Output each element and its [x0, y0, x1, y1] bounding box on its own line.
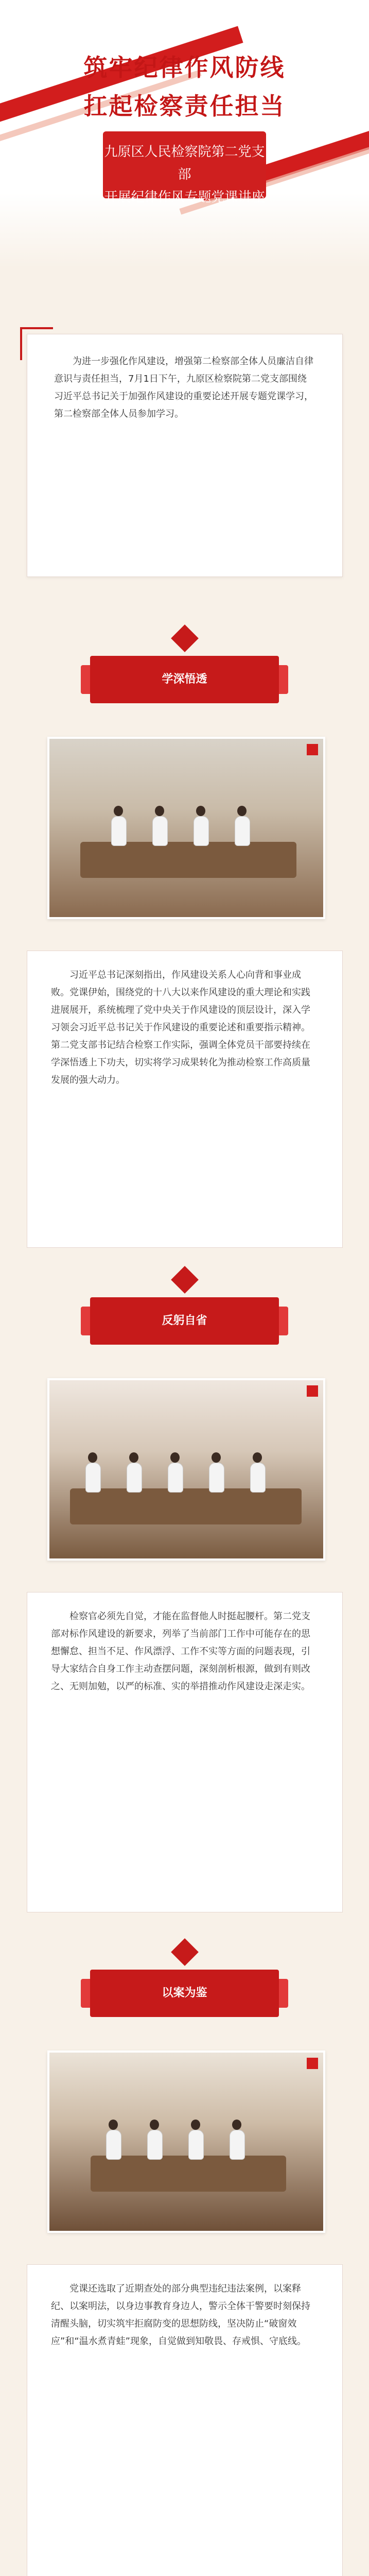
banner-subtitle-box — [103, 131, 266, 205]
section-1-body — [27, 951, 343, 1248]
banner-title-line1: 筑牢纪律作风防线 — [83, 54, 286, 81]
paragraph-3: 党课还选取了近期查处的部分典型违纪违法案例，以案释纪、以案明法，以身边事教育身边人，警示全体干警要时刻保持清醒头脑，切实筑牢拒腐防变的思想防线，坚决防止“破窗效应”和“温水煮青蛙”现象，自觉做到知敬畏、存戒惧、守底线。 — [51, 2283, 310, 2347]
banner — [0, 0, 369, 268]
section-header-2 — [0, 1273, 369, 1355]
section-title-3: 以案为鉴 — [162, 1987, 207, 1999]
section-header-3 — [0, 1945, 369, 2027]
section-bar-3 — [90, 1970, 279, 2017]
section-2-body — [27, 1592, 343, 1912]
section-bar-1 — [90, 656, 279, 703]
photo-3 — [47, 2050, 325, 2233]
photo-2 — [47, 1378, 325, 1561]
intro-text: 为进一步强化作风建设，增强第二检察部全体人员廉洁自律意识与责任担当，7月1日下午，九原区检察院第二党支部围绕习近平总书记关于加强作风建设的重要论述开展专题党课学习，第二检察部全体人员参加学习。 — [54, 356, 313, 419]
section-diamond — [171, 1938, 199, 1966]
photo-1 — [47, 737, 325, 919]
flag-icon — [307, 744, 318, 755]
section-header-1 — [0, 631, 369, 714]
section-title-1: 学深悟透 — [162, 673, 207, 686]
corner-decoration — [20, 327, 53, 360]
flag-icon — [307, 1385, 318, 1397]
section-diamond — [171, 624, 199, 652]
paragraph-1: 习近平总书记深刻指出，作风建设关系人心向背和事业成败。党课伊始，围绕党的十八大以来作风建设的重大理论和实践进展展开，系统梳理了党中央关于作风建设的顶层设计，深入学习领会习近平总书记关于作风建设的重要论述和重要指示精神。第二党支部书记结合检察工作实际，强调全体党员干部要持续在学深悟透上下功夫，切实将学习成果转化为推动检察工作高质量发展的强大动力。 — [51, 970, 310, 1086]
intro-card — [27, 334, 343, 577]
banner-subtitle-line2: 开展纪律作风专题党课讲座 — [104, 190, 265, 205]
section-3-body — [27, 2264, 343, 2576]
section-title-2: 反躬自省 — [162, 1314, 207, 1327]
section-diamond — [171, 1266, 199, 1294]
flag-icon — [307, 2058, 318, 2069]
section-bar-2 — [90, 1297, 279, 1345]
banner-subtitle-line1: 九原区人民检察院第二党支部 — [104, 144, 265, 182]
banner-title-line2: 扛起检察责任担当 — [83, 92, 286, 120]
paragraph-2: 检察官必须先自觉，才能在监督他人时挺起腰杆。第二党支部对标作风建设的新要求，列举了当前部门工作中可能存在的思想懈怠、担当不足、作风漂浮、工作不实等方面的问题表现，引导大家结合自身工作主动查摆问题，深刻剖析根源，做到有则改之、无则加勉，以严的标准、实的举措推动作风建设走深走实。 — [51, 1611, 310, 1692]
